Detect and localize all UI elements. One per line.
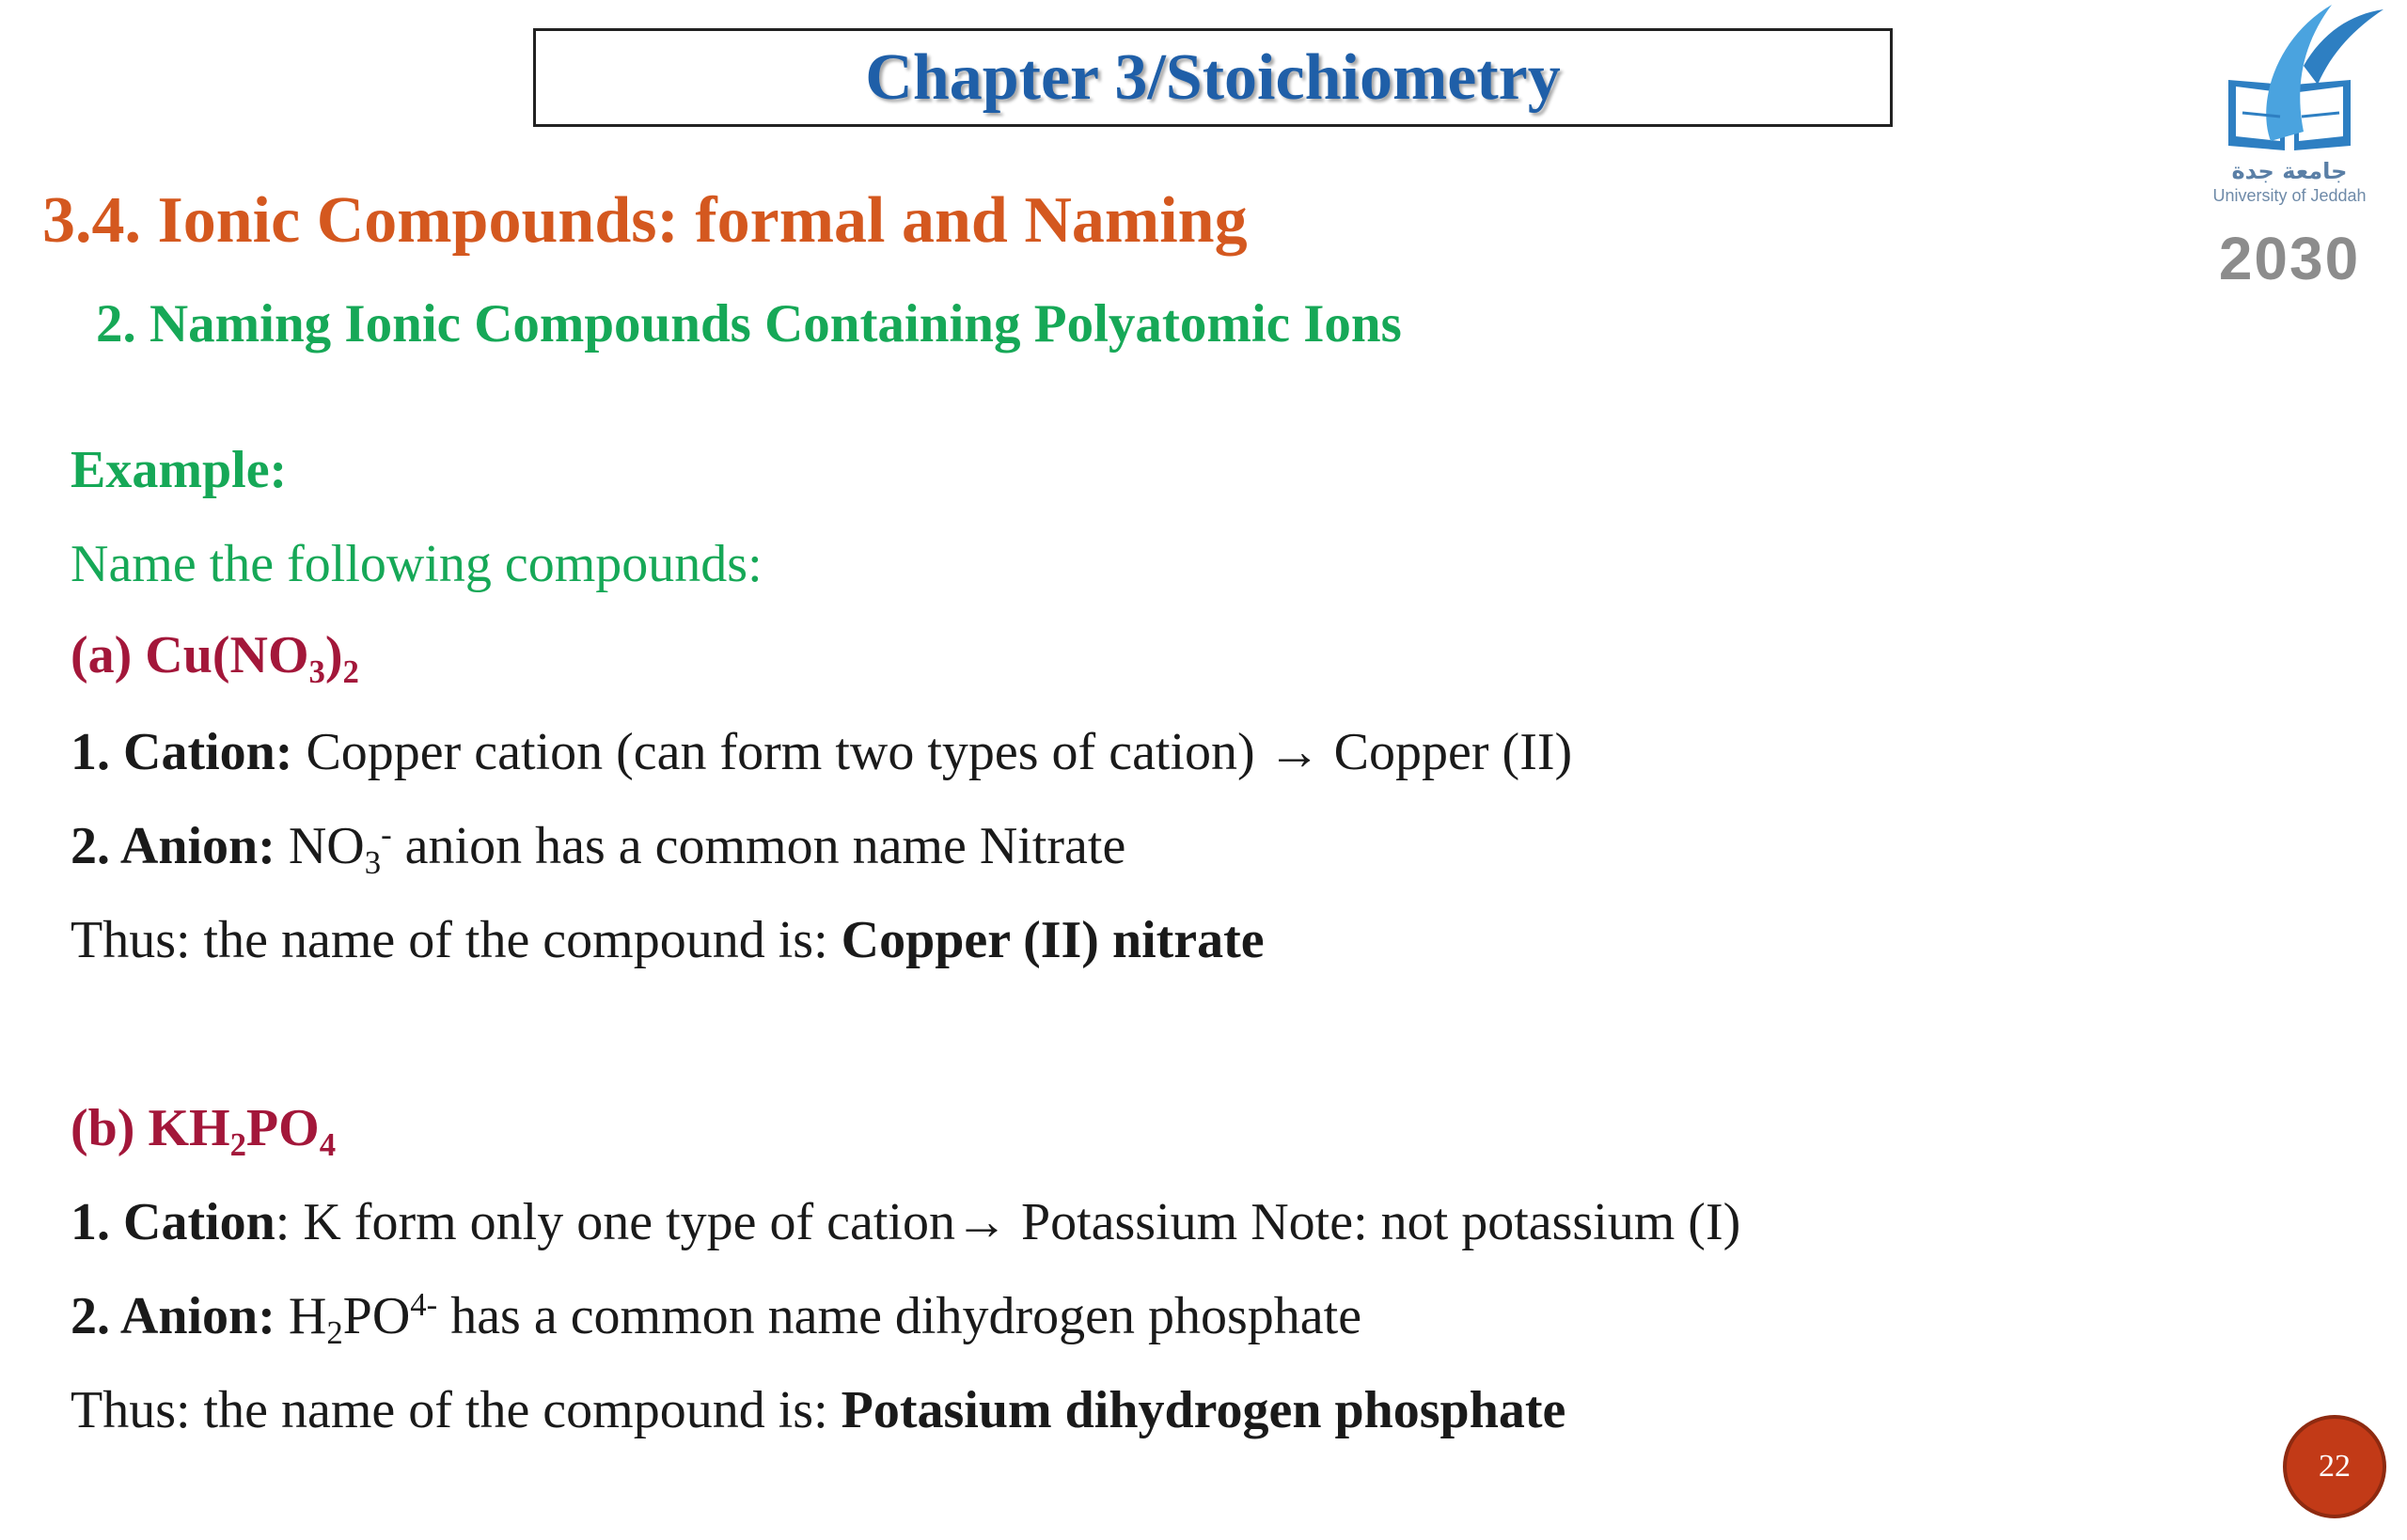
- compound-a-cation-line: [71, 722, 1572, 782]
- compound-a-answer-line: [71, 910, 1265, 970]
- anion-label: 2. Anion:: [71, 817, 275, 875]
- anion-sub: 2: [326, 1314, 343, 1352]
- compound-a-formula: [71, 625, 359, 691]
- compound-b-cation-line: [71, 1192, 1740, 1252]
- example-instruction: Name the following compounds:: [71, 535, 763, 593]
- anion-label: 2. Anion:: [71, 1287, 275, 1345]
- anion-formula: H: [275, 1287, 327, 1345]
- compound-a-close: ): [324, 626, 343, 684]
- cation-label: 1. Cation: [71, 1193, 275, 1251]
- answer-text: Copper (II) nitrate: [841, 911, 1265, 969]
- thus-text: Thus: the name of the compound is:: [71, 1381, 842, 1439]
- anion-sub: 3: [364, 844, 382, 882]
- page-number-badge: 22: [2283, 1415, 2386, 1518]
- compound-b-sub2: 4: [319, 1126, 337, 1164]
- vision-2030-mark: 2030: [2218, 225, 2361, 292]
- example-heading: Example:: [71, 441, 288, 499]
- anion-sup: -: [381, 815, 392, 853]
- thus-text: Thus: the name of the compound is:: [71, 911, 842, 969]
- compound-b-anion-line: [71, 1285, 1362, 1352]
- compound-b-formula: [71, 1098, 337, 1164]
- compound-b-mid: PO: [245, 1099, 320, 1157]
- compound-b-label: (b) KH: [71, 1099, 230, 1157]
- anion-sup: 4-: [410, 1285, 438, 1323]
- cation-text: : K form only one type of cation→ Potassium Note: not potassium (I): [275, 1193, 1741, 1251]
- logo-arabic-name: جامعة جدة: [2231, 158, 2348, 184]
- logo-english-name: University of Jeddah: [2212, 186, 2367, 205]
- chapter-title-box: [533, 28, 1893, 127]
- compound-b-sub1: 2: [229, 1126, 246, 1164]
- subsection-title: 2. Naming Ionic Compounds Containing Polyatomic Ions: [96, 294, 1402, 354]
- anion-mid: PO: [342, 1287, 411, 1345]
- answer-text: Potasium dihydrogen phosphate: [841, 1381, 1566, 1439]
- cation-text: Copper cation (can form two types of cation) → Copper (II): [292, 723, 1573, 781]
- anion-text: anion has a common name Nitrate: [391, 817, 1126, 875]
- compound-a-anion-line: [71, 815, 1126, 882]
- anion-text: has a common name dihydrogen phosphate: [437, 1287, 1362, 1345]
- anion-formula: NO: [275, 817, 365, 875]
- book-emblem-icon: [2191, 0, 2388, 155]
- compound-a-sub1: 3: [308, 653, 325, 691]
- cation-label: 1. Cation:: [71, 723, 293, 781]
- chapter-title: Chapter 3/Stoichiometry: [865, 40, 1561, 114]
- compound-a-sub2: 2: [342, 653, 359, 691]
- compound-a-label: (a) Cu(NO: [71, 626, 309, 684]
- compound-b-answer-line: [71, 1380, 1565, 1440]
- university-logo: [2191, 0, 2388, 301]
- section-title: 3.4. Ionic Compounds: formal and Naming: [42, 184, 1248, 257]
